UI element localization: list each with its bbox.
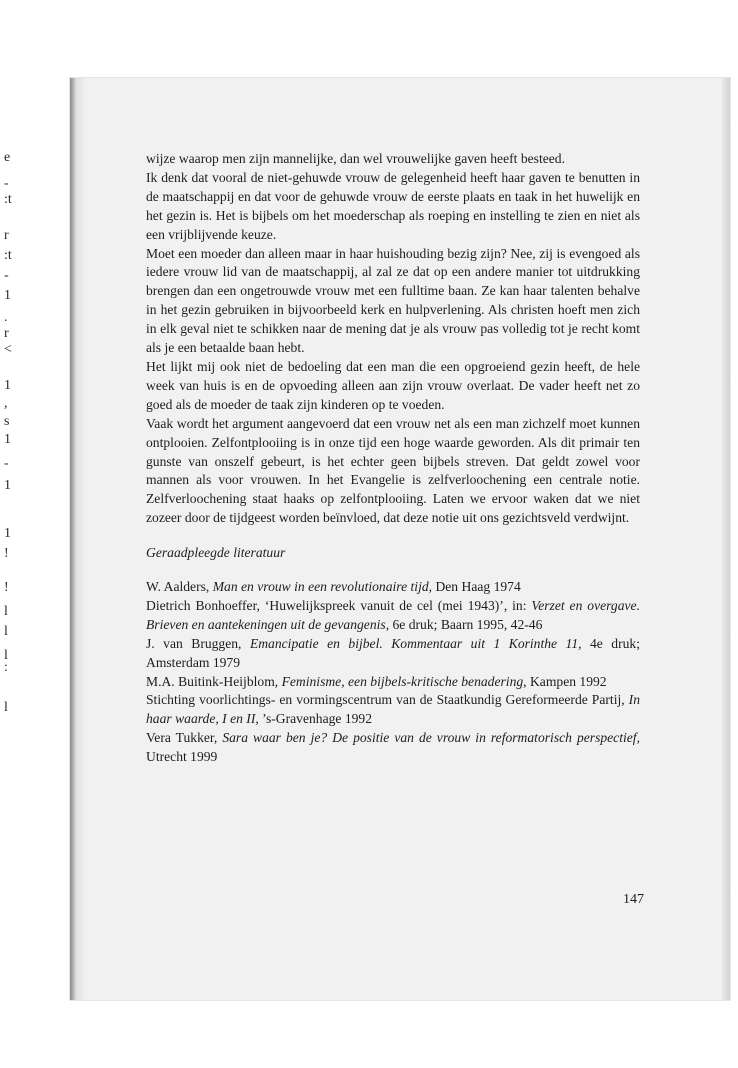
reference-title: Emancipatie en bijbel. Kommentaar uit 1 Korinthe 11,	[249, 635, 582, 651]
previous-page-fragment: !	[4, 546, 9, 561]
previous-page-fragment: -	[4, 176, 9, 191]
previous-page-fragment: r	[4, 326, 9, 341]
reference-title: In haar waarde, I en II	[146, 692, 640, 727]
previous-page-fragment: s	[4, 414, 10, 429]
previous-page-fragment: l	[4, 648, 8, 663]
reference-entry	[146, 578, 640, 597]
reference-publication: , 6e druk; Baarn 1995, 42-46	[385, 616, 543, 632]
reference-publication: 4e druk; Amsterdam 1979	[146, 635, 641, 670]
reference-author: M.A. Buitink-Heijblom,	[146, 673, 282, 689]
reference-publication: , ’s-Gravenhage 1992	[255, 711, 373, 727]
reference-title: Man en vrouw in een revolutionaire tijd,	[212, 579, 433, 595]
reference-author: J. van Bruggen,	[146, 635, 250, 651]
previous-page-fragment: l	[4, 604, 8, 619]
reference-entry	[146, 635, 640, 673]
previous-page-fragment: 1	[4, 526, 11, 541]
previous-page-fragment: 1	[4, 478, 11, 493]
previous-page-fragment: e	[4, 150, 11, 165]
page-right-edge	[722, 78, 730, 1000]
reference-publication: Utrecht 1999	[146, 749, 218, 765]
reference-author: Vera Tukker,	[146, 730, 223, 746]
reference-author: Dietrich Bonhoeffer, ‘Huwelijkspreek vanuit de cel (mei 1943)’, in:	[146, 597, 532, 613]
previous-page-fragment: l	[4, 624, 8, 639]
previous-page-fragment: :	[4, 660, 8, 675]
previous-page-fragment: -	[4, 268, 9, 283]
reference-entry	[146, 597, 640, 635]
reference-entry	[146, 673, 640, 692]
reference-entry	[146, 691, 640, 729]
previous-page-fragment: 1	[4, 288, 11, 303]
paragraph: Moet een moeder dan alleen maar in haar huishouding bezig zijn? Nee, zij is evengoed als iedere vrouw lid van de maatschappij, al zal ze dat op een andere manier tot uitdrukking brengen dan een ongetrouwde vrouw met een fulltime baan. Ze kan haar talenten behalve in het gezin gebruiken in bijvoorbeeld kerk en hulpverlening. Als christen hoeft men zich in elk geval niet te schikken naar de mening dat je als vrouw pas volledig tot je recht komt als je een betaalde baan hebt.	[146, 245, 640, 356]
page-text	[146, 150, 640, 767]
previous-page-fragment: <	[4, 342, 12, 357]
paragraph: Het lijkt mij ook niet de bedoeling dat een man die een opgroeiend gezin heeft, de hele week van huis is en de opvoeding alleen aan zijn vrouw overlaat. De vader heeft net zo goed als de moeder de taak zijn kinderen op te voeden.	[146, 358, 640, 412]
paragraph: wijze waarop men zijn mannelijke, dan wel vrouwelijke gaven heeft besteed.	[146, 151, 565, 166]
previous-page-fragment: :t	[4, 248, 12, 263]
previous-page-fragment: r	[4, 228, 9, 243]
previous-page-fragment: .	[4, 310, 8, 325]
paragraph: Ik denk dat vooral de niet-gehuwde vrouw de gelegenheid heeft haar gaven te benutten in de maatschappij en dat voor de gehuwde vrouw de eerste plaats en taak in het huwelijk en het gezin is. Het is bijbels om het moederschap als roeping en instelling te zien en niet als een vrijblijvende keuze.	[146, 169, 640, 242]
previous-page-fragment: !	[4, 580, 9, 595]
reference-publication: Den Haag 1974	[432, 579, 521, 595]
reference-title: Sara waar ben je? De positie van de vrouw in reformatorisch perspectief,	[222, 730, 640, 746]
paragraph: Vaak wordt het argument aangevoerd dat een vrouw net als een man zichzelf moet kunnen ontplooien. Zelfontplooiing is in onze tijd een hoge waarde geworden. Als dit primair ten gunste van onszelf gebeurt, is het echter geen bijbels streven. Dat geldt zowel voor mannen als voor vrouwen. In het Evangelie is zelfverloochening een centrale notie. Zelfverloochening staat haaks op zelfontplooiing. Laten we ervoor waken dat we niet zozeer door de tijdgeest worden beïnvloed, dat deze notie uit ons gezichtsveld verdwijnt.	[146, 415, 640, 526]
previous-page-fragment: ,	[4, 396, 8, 411]
previous-page-fragment: 1	[4, 432, 11, 447]
literature-heading: Geraadpleegde literatuur	[146, 545, 286, 561]
reference-author: W. Aalders,	[146, 579, 213, 595]
previous-page-fragment: l	[4, 700, 8, 715]
reference-title: Feminisme, een bijbels-kritische benadering	[281, 673, 524, 689]
page-number: 147	[623, 892, 644, 907]
reference-title: Verzet en overgave. Brieven en aantekeningen uit de gevangenis	[146, 597, 640, 632]
reference-author: Stichting voorlichtings- en vormingscentrum van de Staatkundig Gereformeerde Partij,	[146, 692, 629, 708]
reference-publication: , Kampen 1992	[523, 673, 607, 689]
previous-page-fragments	[0, 0, 22, 1068]
previous-page-fragment: :t	[4, 192, 12, 207]
previous-page-fragment: -	[4, 456, 9, 471]
reference-entry	[146, 729, 640, 767]
previous-page-fragment: 1	[4, 378, 11, 393]
binding-shadow	[76, 78, 86, 1000]
